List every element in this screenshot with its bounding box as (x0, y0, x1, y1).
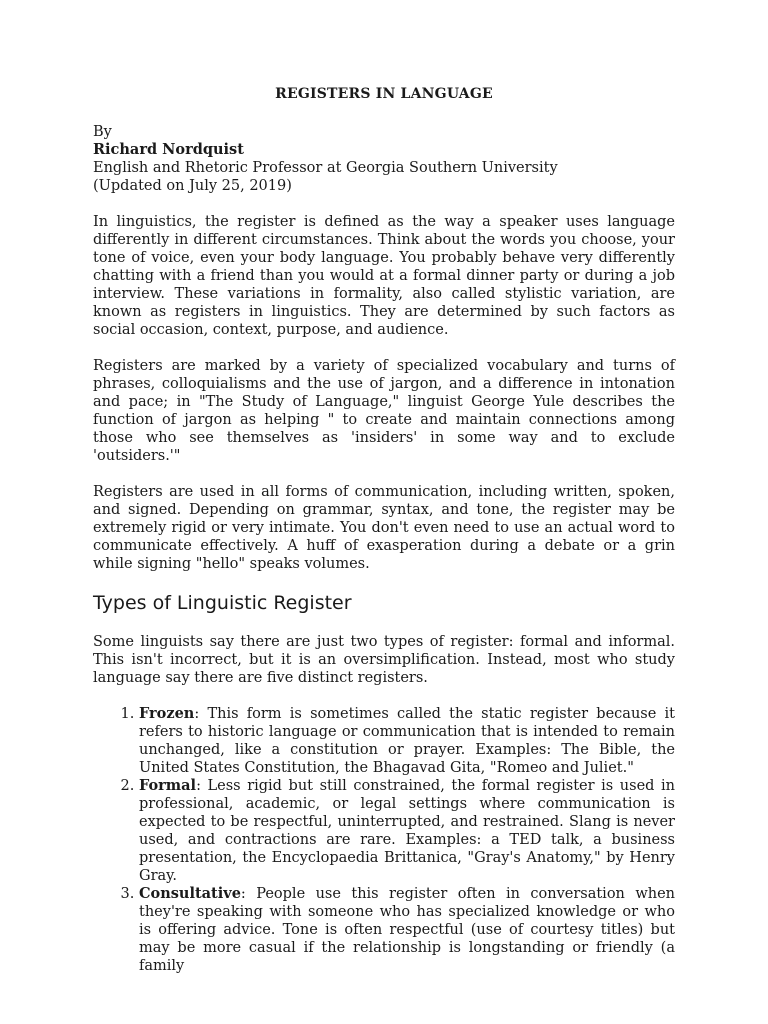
paragraph-jargon: Registers are marked by a variety of specialized vocabulary and turns of phrases, colloquialisms and the use of jargon, and a difference in intonation and pace; in "The Study of Language," linguist George Yule describes the function of jargon as helping " to create and maintain connections among those who see themselves as 'insiders' in some way and to exclude 'outsiders.'" (93, 358, 675, 464)
paragraph-communication: Registers are used in all forms of communication, including written, spoken, and signed. Depending on grammar, syntax, and tone, the register may be extremely rigid or very intimate. You don't even need to use an actual word to communicate effectively. A huff of exasperation during a debate or a grin while signing "hello" speaks volumes. (93, 484, 675, 572)
list-item (139, 777, 675, 885)
author-affiliation: English and Rhetoric Professor at Georgia Southern University (93, 160, 558, 176)
section-intro: Some linguists say there are just two types of register: formal and informal. This isn't incorrect, but it is an oversimplification. Instead, most who study language say there are five distinct registers. (93, 634, 675, 686)
register-list (93, 705, 675, 975)
byline-label: By (93, 124, 112, 140)
author-name: Richard Nordquist (93, 141, 244, 158)
list-item (139, 885, 675, 975)
updated-date: (Updated on July 25, 2019) (93, 178, 292, 194)
register-description: : This form is sometimes called the static register because it refers to historic language or communication that is intended to remain unchanged, like a constitution or prayer. Examples: The Bible, the United States Constitution, the Bhagavad Gita, "Romeo and Juliet." (139, 706, 675, 776)
register-term: Formal (139, 777, 197, 794)
list-item (139, 705, 675, 777)
paragraph-definition: In linguistics, the register is defined as the way a speaker uses language differently in different circumstances. Think about the words you choose, your tone of voice, even your body language. You probably behave very differently chatting with a friend than you would at a formal dinner party or during a job interview. These variations in formality, also called stylistic variation, are known as registers in linguistics. They are determined by such factors as social occasion, context, purpose, and audience. (93, 214, 675, 338)
register-term: Frozen (139, 705, 195, 722)
document-page (93, 86, 675, 975)
register-term: Consultative (139, 885, 241, 902)
document-title: REGISTERS IN LANGUAGE (275, 86, 493, 102)
byline-block (93, 123, 675, 195)
register-description: : Less rigid but still constrained, the formal register is used in professional, academic, or legal settings where communication is expected to be respectful, uninterrupted, and restrained. Slang is never used, and contractions are rare. Examples: a TED talk, a business presentation, the Encyclopaedia Brittanica, "Gray's Anatomy," by Henry Gray. (139, 778, 675, 884)
register-description: : People use this register often in conversation when they're speaking with someone who has specialized knowledge or who is offering advice. Tone is often respectful (use of courtesy titles) but may be more casual if the relationship is longstanding or friendly (a family (139, 886, 675, 974)
section-heading: Types of Linguistic Register (93, 592, 352, 614)
